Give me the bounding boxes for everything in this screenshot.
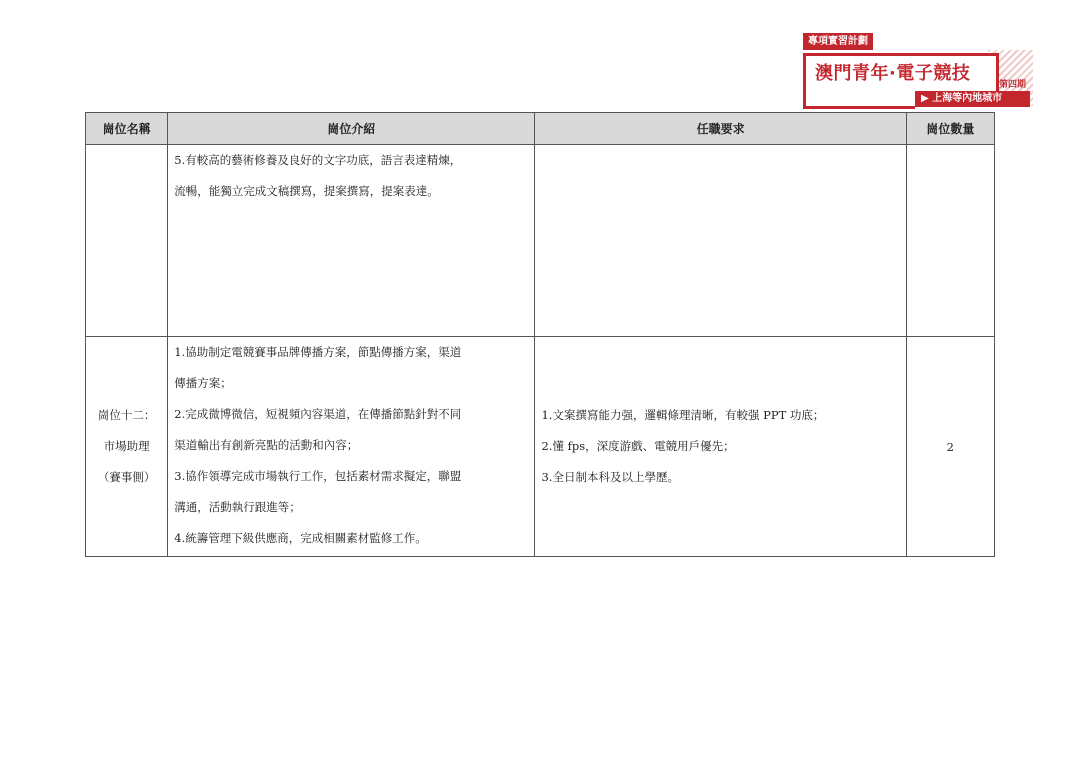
requirement-line: 1.文案撰寫能力强，邏輯條理清晰，有較强 PPT 功底； [541, 408, 825, 422]
logo-main-title: 澳門青年·電子競技 [815, 63, 971, 84]
position-intro-cell [168, 337, 535, 557]
table-row [86, 337, 995, 557]
header-quantity: 崗位數量 [906, 113, 994, 145]
intro-line: 2.完成微博微信，短視頻內容渠道，在傳播節點針對不同 [174, 407, 462, 421]
intro-line: 傳播方案； [174, 376, 232, 390]
intro-line: 5.有較高的藝術修養及良好的文字功底，語言表達精煉， [174, 153, 462, 167]
quantity-cell: 2 [906, 337, 994, 557]
position-name-line: 市場助理 [103, 439, 150, 453]
requirement-line: 3.全日制本科及以上學歷。 [541, 470, 679, 484]
requirements-cell [535, 145, 906, 337]
position-name-cell [86, 337, 168, 557]
requirement-line: 2.懂 fps，深度游戲、電競用戶優先； [541, 439, 735, 453]
requirements-cell [535, 337, 906, 557]
quantity-cell [906, 145, 994, 337]
intro-line: 溝通，活動執行跟進等； [174, 500, 301, 514]
table-header-row [86, 113, 995, 145]
position-intro-cell [168, 145, 535, 337]
program-logo [803, 33, 1033, 109]
logo-issue: 第四期 [999, 80, 1027, 90]
header-position-intro: 崗位介紹 [168, 113, 535, 145]
logo-tag: 專項實習計劃 [803, 33, 873, 50]
logo-subtitle-text: 上海等內地城市 [932, 93, 1003, 104]
intro-line: 渠道輸出有創新亮點的活動和內容； [174, 438, 359, 452]
header-position-name: 崗位名稱 [86, 113, 168, 145]
position-name-cell [86, 145, 168, 337]
logo-subtitle: ▶ 上海等內地城市 [915, 91, 1030, 107]
intro-line: 流暢，能獨立完成文稿撰寫，提案撰寫，提案表達。 [174, 184, 439, 198]
header-requirements: 任職要求 [535, 113, 906, 145]
table-row [86, 145, 995, 337]
logo-frame-bottom [803, 106, 915, 109]
job-table [85, 112, 995, 557]
intro-line: 4.統籌管理下級供應商，完成相關素材監修工作。 [174, 531, 427, 545]
position-name-line: （賽事側） [97, 470, 156, 484]
intro-line: 1.協助制定電競賽事品牌傳播方案，節點傳播方案，渠道 [174, 345, 462, 359]
intro-line: 3.協作領導完成市場執行工作，包括素材需求擬定，聯盟 [174, 469, 462, 483]
position-name-line: 崗位十二： [97, 408, 156, 422]
